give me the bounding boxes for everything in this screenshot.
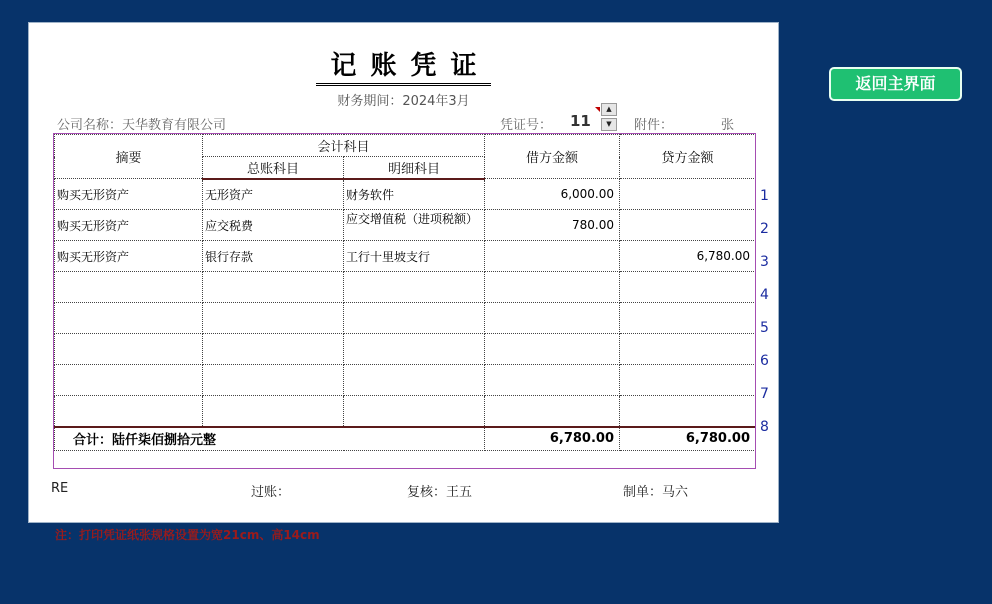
table-row xyxy=(55,179,756,210)
cell-detail[interactable] xyxy=(344,365,485,396)
voucher-table xyxy=(54,134,756,451)
review-signature: 复核：王五 xyxy=(407,485,473,500)
company-name: 公司名称：天华教育有限公司 xyxy=(57,118,227,133)
cell-credit[interactable] xyxy=(620,210,756,241)
cell-credit[interactable] xyxy=(620,272,756,303)
row-number: 1 xyxy=(760,188,769,204)
voucher-title xyxy=(29,51,778,86)
table-row xyxy=(55,210,756,241)
spin-up-icon[interactable]: ▲ xyxy=(601,103,617,116)
header-general: 总账科目 xyxy=(203,157,344,179)
total-credit: 6,780.00 xyxy=(620,427,756,451)
fiscal-period: 财务期间：2024年3月 xyxy=(337,94,470,109)
posting-signature: 过账： xyxy=(251,485,291,500)
cell-summary[interactable]: 购买无形资产 xyxy=(55,210,203,241)
cell-detail[interactable] xyxy=(344,272,485,303)
attachment-label: 附件： xyxy=(634,118,674,133)
row-number: 8 xyxy=(760,419,769,435)
comment-indicator-icon xyxy=(595,107,600,112)
total-debit: 6,780.00 xyxy=(485,427,620,451)
cell-summary[interactable] xyxy=(55,272,203,303)
cell-detail[interactable] xyxy=(344,303,485,334)
cell-general[interactable]: 无形资产 xyxy=(203,179,344,210)
cell-debit[interactable]: 780.00 xyxy=(485,210,620,241)
cell-debit[interactable] xyxy=(485,396,620,427)
row-number: 6 xyxy=(760,353,769,369)
cell-general[interactable] xyxy=(203,303,344,334)
header-credit: 贷方金额 xyxy=(620,135,756,179)
row-number: 7 xyxy=(760,386,769,402)
spin-down-icon[interactable]: ▼ xyxy=(601,118,617,131)
cell-summary[interactable] xyxy=(55,334,203,365)
cell-debit[interactable] xyxy=(485,272,620,303)
voucher-no-value[interactable]: 11 xyxy=(570,112,591,130)
cell-credit[interactable] xyxy=(620,334,756,365)
table-row xyxy=(55,334,756,365)
cell-general[interactable] xyxy=(203,272,344,303)
cell-credit[interactable] xyxy=(620,396,756,427)
header-summary: 摘要 xyxy=(55,135,203,179)
header-detail: 明细科目 xyxy=(344,157,485,179)
cell-debit[interactable] xyxy=(485,241,620,272)
table-row xyxy=(55,365,756,396)
cell-debit[interactable]: 6,000.00 xyxy=(485,179,620,210)
table-row xyxy=(55,303,756,334)
maker-signature: 制单：马六 xyxy=(623,485,689,500)
cell-detail[interactable] xyxy=(344,334,485,365)
cell-debit[interactable] xyxy=(485,334,620,365)
cell-credit[interactable] xyxy=(620,365,756,396)
voucher-no-label: 凭证号： xyxy=(500,118,553,133)
cell-summary[interactable] xyxy=(55,365,203,396)
voucher-sheet xyxy=(28,22,779,523)
table-row xyxy=(55,272,756,303)
cell-summary[interactable] xyxy=(55,396,203,427)
back-to-main-button[interactable]: 返回主界面 xyxy=(829,67,962,101)
voucher-no-spinner[interactable] xyxy=(601,103,617,131)
cell-summary[interactable]: 购买无形资产 xyxy=(55,179,203,210)
cell-credit[interactable]: 6,780.00 xyxy=(620,241,756,272)
cell-general[interactable] xyxy=(203,365,344,396)
cell-debit[interactable] xyxy=(485,303,620,334)
cell-detail[interactable]: 工行十里坡支行 xyxy=(344,241,485,272)
manager-signature: RE xyxy=(51,481,69,496)
row-number: 4 xyxy=(760,287,769,303)
header-account: 会计科目 xyxy=(203,135,485,157)
cell-detail[interactable]: 财务软件 xyxy=(344,179,485,210)
total-label: 合计：陆仟柒佰捌拾元整 xyxy=(55,427,485,451)
cell-debit[interactable] xyxy=(485,365,620,396)
print-note: 注：打印凭证纸张规格设置为宽21cm、高14cm xyxy=(55,528,320,542)
cell-detail[interactable]: 应交增值税（进项税额） xyxy=(344,210,485,241)
row-number: 2 xyxy=(760,221,769,237)
cell-summary[interactable] xyxy=(55,303,203,334)
cell-credit[interactable] xyxy=(620,179,756,210)
row-numbers xyxy=(760,185,769,449)
total-row xyxy=(55,427,756,451)
row-number: 5 xyxy=(760,320,769,336)
cell-detail[interactable] xyxy=(344,396,485,427)
row-number: 3 xyxy=(760,254,769,270)
cell-general[interactable] xyxy=(203,334,344,365)
cell-summary[interactable]: 购买无形资产 xyxy=(55,241,203,272)
header-debit: 借方金额 xyxy=(485,135,620,179)
table-row xyxy=(55,396,756,427)
cell-general[interactable] xyxy=(203,396,344,427)
attachment-unit: 张 xyxy=(721,118,735,133)
voucher-title-text: 记账凭证 xyxy=(316,51,490,86)
cell-general[interactable]: 应交税费 xyxy=(203,210,344,241)
cell-general[interactable]: 银行存款 xyxy=(203,241,344,272)
cell-credit[interactable] xyxy=(620,303,756,334)
table-row xyxy=(55,241,756,272)
